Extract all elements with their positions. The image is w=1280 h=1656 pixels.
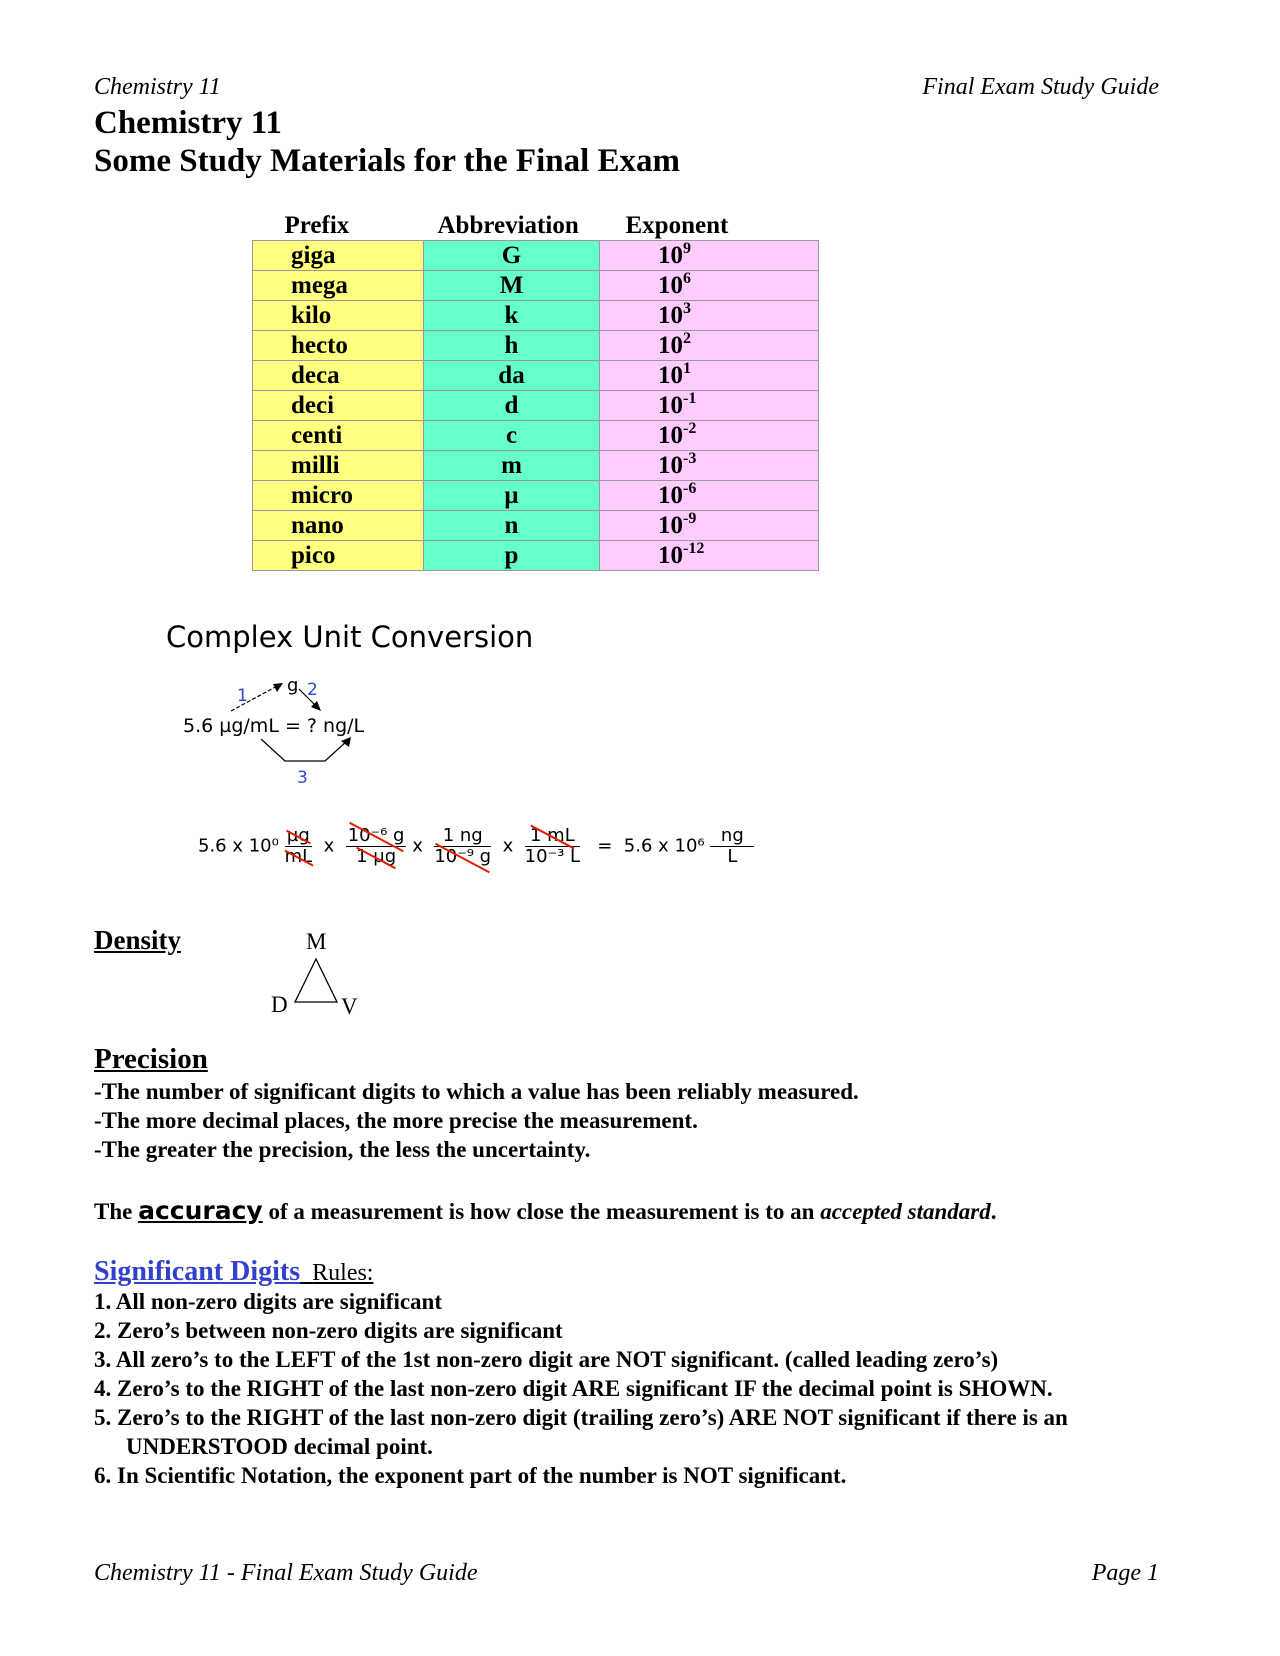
- density-heading: Density: [94, 925, 181, 955]
- step-3-label: 3: [297, 768, 308, 785]
- conversion-heading: Complex Unit Conversion: [166, 620, 534, 654]
- header-exponent: Exponent: [625, 212, 729, 239]
- density-m: M: [306, 929, 327, 954]
- abbreviation-cell: k: [424, 301, 600, 331]
- title-line-1: Chemistry 11: [94, 105, 282, 141]
- exponent-cell: [600, 541, 819, 571]
- sigdigits-rules: [94, 1287, 1068, 1490]
- exponent-base: 10: [658, 422, 683, 449]
- rule-item: 6. In Scientific Notation, the exponent part of the number is NOT significant.: [94, 1463, 847, 1488]
- term-1-num: µg: [286, 825, 310, 846]
- sigdigits-rules-label: Rules:: [312, 1260, 374, 1286]
- prefix-row: [253, 271, 819, 301]
- conversion-equation: [198, 826, 754, 867]
- term-1-den: mL: [284, 846, 313, 867]
- accuracy-mid: of a measurement is how close the measurement is to an: [262, 1199, 821, 1224]
- term-3-num: 1 ng: [434, 826, 491, 847]
- exponent-power: 3: [683, 300, 691, 317]
- exponent-cell: [600, 241, 819, 271]
- prefix-row: [253, 421, 819, 451]
- rule-item-continued: UNDERSTOOD decimal point.: [126, 1434, 433, 1459]
- term-2-fraction: [346, 826, 407, 867]
- density-d: D: [271, 992, 288, 1017]
- sigdigits-header: [94, 1256, 373, 1288]
- exponent-base: 10: [658, 542, 683, 569]
- exponent-cell: [600, 271, 819, 301]
- exponent-power: 6: [683, 270, 691, 287]
- term-4-den: 10⁻³ L: [524, 846, 581, 867]
- exponent-base: 10: [658, 242, 683, 269]
- prefix-cell: mega: [253, 271, 424, 301]
- accuracy-end: .: [990, 1199, 997, 1224]
- exponent-cell: [600, 301, 819, 331]
- result-num: ng: [710, 826, 754, 847]
- prefix-cell: pico: [253, 541, 424, 571]
- term-3-den: 10⁻⁹ g: [434, 846, 492, 867]
- equals-sign: =: [597, 835, 613, 857]
- exponent-base: 10: [658, 512, 683, 539]
- term-4-fraction: [525, 826, 580, 867]
- header-left: Chemistry 11: [94, 74, 221, 100]
- exponent-power: 1: [683, 360, 691, 377]
- exponent-cell: [600, 451, 819, 481]
- exponent-base: 10: [658, 482, 683, 509]
- exponent-power: -3: [683, 450, 697, 467]
- triangle-shape: [295, 959, 337, 1002]
- sigdigits-heading: Significant Digits: [94, 1256, 301, 1287]
- precision-line: -The number of significant digits to which a value has been reliably measured.: [94, 1079, 859, 1104]
- term-2-den: 1 µg: [356, 846, 397, 867]
- term-4-num: 1 mL: [529, 825, 575, 846]
- exponent-power: -2: [683, 420, 697, 437]
- prefix-row: [253, 301, 819, 331]
- result-fraction: [710, 826, 754, 867]
- rule-item: 3. All zero’s to the LEFT of the 1st non-zero digit are NOT significant. (called leading zero’s): [94, 1347, 999, 1372]
- exponent-cell: [600, 331, 819, 361]
- prefix-row: [253, 541, 819, 571]
- term-2-num: 10⁻⁶ g: [347, 825, 405, 846]
- header-right: Final Exam Study Guide: [922, 74, 1159, 100]
- accuracy-sentence: [94, 1196, 997, 1226]
- exponent-cell: [600, 511, 819, 541]
- exponent-power: 9: [683, 240, 691, 257]
- step-2-label: 2: [307, 680, 318, 700]
- exponent-power: -12: [683, 540, 705, 557]
- header-prefix: Prefix: [284, 212, 350, 239]
- footer-page-number: Page 1: [1091, 1560, 1159, 1586]
- accuracy-pre: The: [94, 1199, 139, 1224]
- prefix-row: [253, 511, 819, 541]
- abbreviation-cell: h: [424, 331, 600, 361]
- prefix-cell: giga: [253, 241, 424, 271]
- prefix-table: [252, 212, 819, 571]
- term-3-fraction: [434, 826, 491, 867]
- exponent-cell: [600, 391, 819, 421]
- abbreviation-cell: µ: [424, 481, 600, 511]
- times-3: x: [502, 835, 514, 857]
- step-1-label: 1: [237, 686, 248, 706]
- prefix-table-header: [253, 212, 819, 241]
- footer-left: Chemistry 11 - Final Exam Study Guide: [94, 1560, 478, 1586]
- term-1-fraction: [285, 826, 313, 867]
- abbreviation-cell: c: [424, 421, 600, 451]
- abbreviation-cell: m: [424, 451, 600, 481]
- abbreviation-cell: p: [424, 541, 600, 571]
- exponent-cell: [600, 421, 819, 451]
- exponent-base: 10: [658, 452, 683, 479]
- g-label: g: [287, 675, 299, 696]
- exponent-power: -9: [683, 510, 697, 527]
- exponent-base: 10: [658, 332, 683, 359]
- prefix-cell: kilo: [253, 301, 424, 331]
- exponent-power: -1: [683, 390, 697, 407]
- accuracy-em: accepted standard: [820, 1199, 991, 1224]
- abbreviation-cell: G: [424, 241, 600, 271]
- abbreviation-cell: da: [424, 361, 600, 391]
- result-den: L: [727, 846, 738, 867]
- conversion-diagram: [175, 665, 395, 785]
- times-2: x: [412, 835, 423, 857]
- precision-line: -The greater the precision, the less the uncertainty.: [94, 1137, 591, 1162]
- step-3-arrow: [261, 739, 347, 761]
- conversion-question: 5.6 µg/mL = ? ng/L: [183, 715, 365, 737]
- prefix-table-body: [253, 241, 819, 571]
- precision-heading: Precision: [94, 1043, 208, 1075]
- accuracy-word: accuracy: [138, 1196, 263, 1225]
- prefix-cell: deci: [253, 391, 424, 421]
- prefix-cell: hecto: [253, 331, 424, 361]
- rule-item: 4. Zero’s to the RIGHT of the last non-zero digit ARE significant IF the decimal point is SHOWN.: [94, 1376, 1053, 1401]
- precision-line: -The more decimal places, the more precise the measurement.: [94, 1108, 698, 1133]
- exponent-power: -6: [683, 480, 697, 497]
- exponent-base: 10: [658, 362, 683, 389]
- prefix-row: [253, 241, 819, 271]
- prefix-cell: micro: [253, 481, 424, 511]
- prefix-cell: milli: [253, 451, 424, 481]
- abbreviation-cell: d: [424, 391, 600, 421]
- exponent-base: 10: [658, 302, 683, 329]
- exponent-base: 10: [658, 272, 683, 299]
- title-line-2: Some Study Materials for the Final Exam: [94, 143, 681, 179]
- density-v: V: [341, 994, 358, 1019]
- density-triangle: [265, 925, 375, 1020]
- precision-list: [94, 1077, 859, 1164]
- prefix-row: [253, 481, 819, 511]
- prefix-cell: deca: [253, 361, 424, 391]
- prefix-row: [253, 451, 819, 481]
- exponent-cell: [600, 481, 819, 511]
- result-coef: 5.6 x 10⁶: [623, 835, 705, 857]
- exponent-base: 10: [658, 392, 683, 419]
- page-title: [94, 104, 680, 180]
- prefix-cell: nano: [253, 511, 424, 541]
- prefix-cell: centi: [253, 421, 424, 451]
- prefix-row: [253, 331, 819, 361]
- rule-item: 2. Zero’s between non-zero digits are significant: [94, 1318, 563, 1343]
- abbreviation-cell: n: [424, 511, 600, 541]
- times-1: x: [323, 835, 335, 857]
- exponent-cell: [600, 361, 819, 391]
- rule-item: 5. Zero’s to the RIGHT of the last non-zero digit (trailing zero’s) ARE NOT significant if there is an: [94, 1405, 1068, 1430]
- rule-item: 1. All non-zero digits are significant: [94, 1289, 442, 1314]
- header-abbreviation: Abbreviation: [437, 212, 579, 239]
- prefix-row: [253, 361, 819, 391]
- exponent-power: 2: [683, 330, 691, 347]
- prefix-row: [253, 391, 819, 421]
- abbreviation-cell: M: [424, 271, 600, 301]
- term-1-coef: 5.6 x 10⁰: [198, 835, 279, 857]
